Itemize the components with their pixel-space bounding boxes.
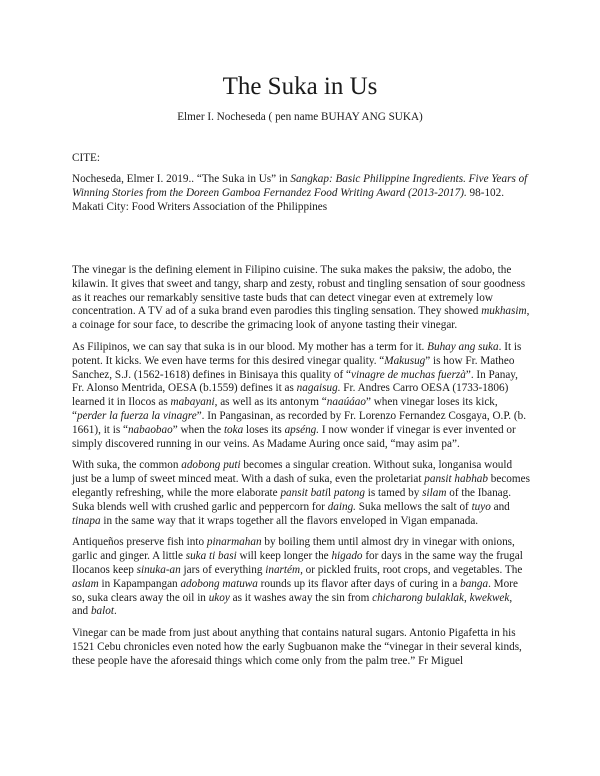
italic-term: daing. bbox=[327, 500, 356, 513]
citation bbox=[72, 173, 532, 214]
italic-term: vinagre de muchas fuerzà bbox=[351, 368, 466, 381]
italic-term: higado bbox=[331, 550, 363, 563]
text-run: The vinegar is the defining element in Filipino cuisine. The suka makes the paksiw, the adobo, the kilawin. It gives that sweet and tangy, sharp and zesty, robust and tingling sensation of sour goodness as it reaches our remarkably sensitive taste buds that can detect vinegar even at extremely low concentration. A TV ad of a suka brand even parodies this tingling sensation. They showed bbox=[72, 264, 526, 318]
italic-term: pansit bati bbox=[280, 486, 328, 499]
citation-text: 98-102. Makati City: Food Writers Association of the Philippines bbox=[72, 186, 505, 213]
text-run: . bbox=[113, 605, 117, 618]
text-run: is tamed by bbox=[364, 486, 423, 499]
italic-term: adobong puti bbox=[181, 459, 241, 472]
text-run: , and bbox=[72, 591, 513, 618]
italic-term: apséng. bbox=[284, 423, 320, 436]
text-run: , bbox=[464, 591, 470, 604]
italic-term: tinapa bbox=[72, 514, 101, 527]
text-run: . It is potent. It kicks. We even have terms for this desired vinegar quality. “ bbox=[72, 340, 522, 367]
paragraph-4 bbox=[72, 536, 530, 619]
text-run: by boiling them until almost dry in vinegar with onions, garlic and ginger. A little bbox=[72, 536, 515, 563]
text-run: , a coinage for sour face, to describe the grimacing look of anyone tasting their vinegar. bbox=[72, 305, 530, 332]
text-run: for days in the same way the frugal Ilocanos keep bbox=[72, 550, 523, 576]
text-run: ” when vinegar loses its kick, “ bbox=[72, 396, 498, 422]
text-run: jars of everything bbox=[180, 563, 266, 576]
citation-text: Nocheseda, Elmer I. 2019.. “The Suka in Us” in bbox=[72, 173, 291, 185]
text-run: ”. In Panay, Fr. Alonso Mentrida, OESA (b.1559) defines it as bbox=[72, 368, 518, 395]
italic-term: adobong matuwa bbox=[180, 577, 258, 590]
text-run: or pickled fruits, root crops, and vegetables. The bbox=[302, 563, 523, 576]
italic-term: chicharong bulaklak bbox=[372, 591, 464, 604]
italic-term: perder la fuerza la vinagre bbox=[76, 409, 197, 422]
text-run: ”. In Pangasinan, as recorded by Fr. Lorenzo Fernandez Cosgaya, O.P. (b. 1661), it is “ bbox=[72, 409, 527, 436]
text-run: ” when the bbox=[172, 423, 224, 436]
text-run: Vinegar can be made from just about anything that contains natural sugars. Antonio Pigafetta in his 1521 Cebu chronicles even noted how the early Sugbuanon make the “vinegar in their several kinds, these people have the aforesaid things which come only from the palm tree.” Fr Miguel bbox=[72, 627, 522, 667]
text-run: , as well as its antonym “ bbox=[214, 396, 327, 409]
italic-term: mukhasim bbox=[481, 305, 527, 318]
text-run: l bbox=[328, 486, 334, 499]
text-run: Suka mellows the salt of bbox=[355, 500, 472, 513]
cite-label: CITE: bbox=[72, 152, 100, 164]
text-run: . More so, suka clears away the oil in bbox=[72, 577, 518, 604]
italic-term: mabayani bbox=[170, 396, 215, 409]
text-run: Antiqueños preserve fish into bbox=[72, 536, 207, 549]
citation-book-title: Sangkap: Basic Philippine Ingredients. Five Years of Winning Stories from the Doreen Gamboa Fernandez Food Writing Award (2013-2017). bbox=[72, 173, 528, 199]
text-run: With suka, the common bbox=[72, 459, 182, 472]
italic-term: inartém, bbox=[265, 563, 303, 576]
italic-term: Makusug bbox=[384, 354, 426, 367]
paragraph-1 bbox=[72, 264, 530, 333]
italic-term: patong bbox=[333, 486, 365, 499]
italic-term: suka ti basi bbox=[185, 550, 237, 563]
italic-term: kwekwek bbox=[469, 591, 510, 604]
italic-term: ukoy bbox=[208, 591, 230, 604]
italic-term: pansit habhab bbox=[424, 473, 488, 486]
text-run: becomes a singular creation. Without suka, longanisa would just be a lump of sweet minced meat. With a dash of suka, even the proletariat bbox=[72, 459, 513, 486]
italic-term: sinuka-an bbox=[136, 563, 181, 576]
paragraph-5 bbox=[72, 627, 530, 668]
text-run: will keep longer the bbox=[236, 550, 332, 563]
italic-term: naaúáao bbox=[326, 396, 366, 409]
text-run: becomes elegantly refreshing, while the more elaborate bbox=[72, 473, 530, 499]
italic-term: pinarmahan bbox=[206, 536, 262, 549]
paragraph-2 bbox=[72, 341, 530, 451]
text-run: and bbox=[490, 500, 510, 513]
italic-term: nagaisug. bbox=[296, 382, 341, 395]
paragraph-3 bbox=[72, 459, 530, 528]
italic-term: toka bbox=[223, 423, 244, 436]
italic-term: aslam bbox=[72, 577, 99, 590]
italic-term: nabaobao bbox=[127, 423, 173, 436]
italic-term: balot bbox=[90, 605, 114, 618]
document-title: The Suka in Us bbox=[222, 73, 378, 100]
italic-term: banga bbox=[460, 577, 489, 590]
text-run: in the same way that it wraps together all the flavors enveloped in Vigan empanada. bbox=[100, 514, 479, 527]
author-line: Elmer I. Nocheseda ( pen name BUHAY ANG SUKA) bbox=[177, 111, 423, 123]
article-body bbox=[72, 264, 530, 677]
text-run: As Filipinos, we can say that suka is in our blood. My mother has a term for it. bbox=[72, 340, 428, 353]
text-run: ” is how Fr. Matheo Sanchez, S.J. (1562-1618) defines in Binisaya this quality of “ bbox=[72, 354, 515, 381]
text-run: Fr. Andres Carro OESA (1733-1806) learned it in Ilocos as bbox=[72, 382, 509, 409]
italic-term: Buhay ang suka bbox=[427, 340, 499, 353]
text-run: in Kapampangan bbox=[98, 577, 181, 590]
text-run: rounds up its flavor after days of curing in a bbox=[257, 577, 461, 590]
text-run: as it washes away the sin from bbox=[229, 591, 373, 604]
text-run: I now wonder if vinegar is ever invented or simply discovered running in our veins. As Madame Auring once said, “may asim pa”. bbox=[72, 423, 516, 450]
italic-term: tuyo bbox=[471, 500, 491, 513]
italic-term: silam bbox=[422, 486, 447, 499]
text-run: loses its bbox=[243, 423, 285, 436]
text-run: of the Ibanag. Suka blends well with crushed garlic and peppercorn for bbox=[72, 486, 512, 513]
